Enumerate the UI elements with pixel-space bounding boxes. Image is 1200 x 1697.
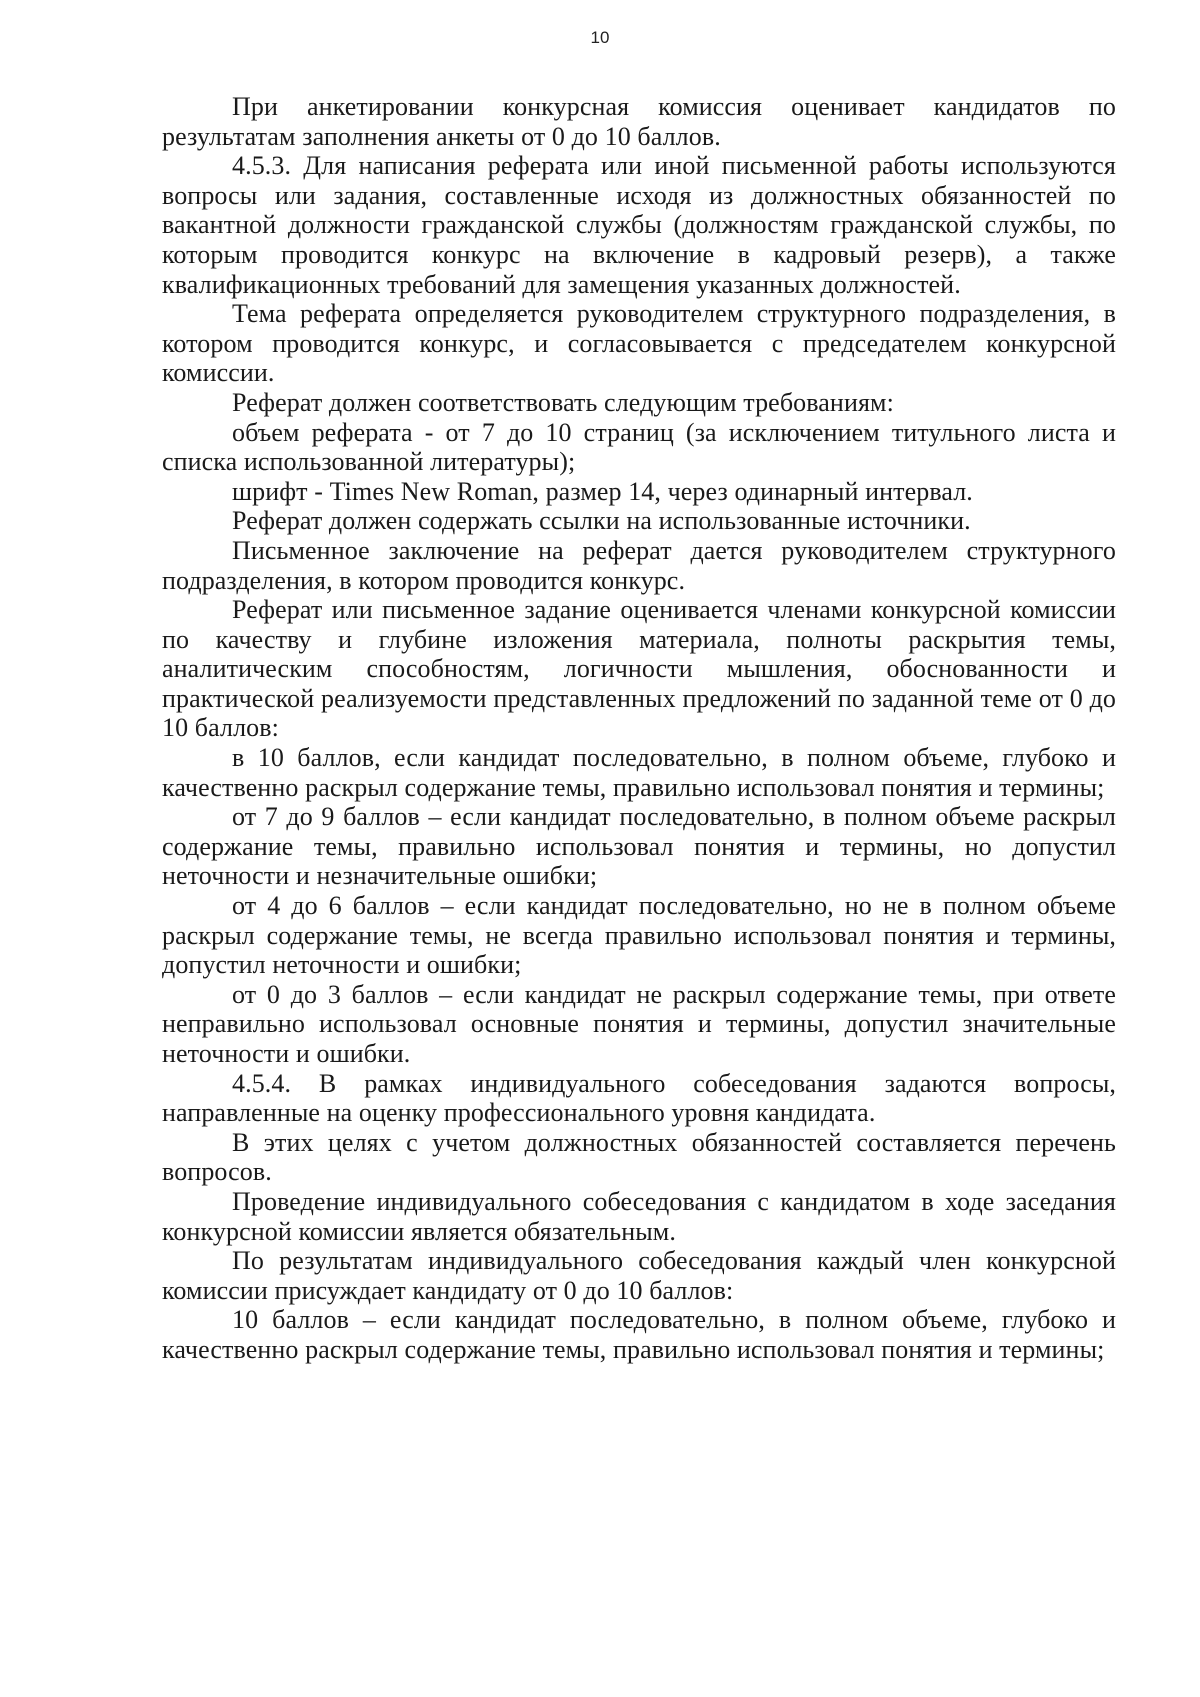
paragraph: При анкетировании конкурсная комиссия оценивает кандидатов по результатам заполнения анкеты от 0 до 10 баллов. [162, 92, 1116, 151]
page-number: 10 [590, 28, 610, 47]
paragraph: Реферат должен содержать ссылки на использованные источники. [232, 506, 971, 536]
paragraph: от 7 до 9 баллов – если кандидат последовательно, в полном объеме раскрыл содержание темы, правильно использовал понятия и термины, но допустил неточности и незначительные ошибки; [162, 802, 1116, 891]
paragraph: в 10 баллов, если кандидат последовательно, в полном объеме, глубоко и качественно раскрыл содержание темы, правильно использовал понятия и термины; [162, 743, 1116, 802]
paragraph: 4.5.3. Для написания реферата или иной письменной работы используются вопросы или задания, составленные исходя из должностных обязанностей по вакантной должности гражданской службы (должностям гражданской службы, по которым проводится конкурс на включение в кадровый резерв), а также квалификационных требований для замещения указанных должностей. [162, 151, 1116, 299]
paragraph: По результатам индивидуального собеседования каждый член конкурсной комиссии присуждает кандидату от 0 до 10 баллов: [162, 1246, 1116, 1305]
paragraph: от 4 до 6 баллов – если кандидат последовательно, но не в полном объеме раскрыл содержание темы, не всегда правильно использовал понятия и термины, допустил неточности и ошибки; [162, 891, 1116, 980]
paragraph: шрифт - Times New Roman, размер 14, через одинарный интервал. [232, 476, 973, 506]
paragraph: Реферат должен соответствовать следующим требованиям: [232, 387, 894, 417]
paragraph: 10 баллов – если кандидат последовательно, в полном объеме, глубоко и качественно раскрыл содержание темы, правильно использовал понятия и термины; [162, 1305, 1116, 1364]
paragraph: от 0 до 3 баллов – если кандидат не раскрыл содержание темы, при ответе неправильно использовал основные понятия и термины, допустил значительные неточности и ошибки. [162, 979, 1116, 1068]
paragraph: Тема реферата определяется руководителем структурного подразделения, в котором проводится конкурс, и согласовывается с председателем конкурсной комиссии. [162, 299, 1116, 388]
paragraph: Реферат или письменное задание оценивается членами конкурсной комиссии по качеству и глубине изложения материала, полноты раскрытия темы, аналитическим способностям, логичности мышления, обоснованности и практической реализуемости представленных предложений по заданной теме от 0 до 10 баллов: [162, 595, 1116, 743]
paragraph: 4.5.4. В рамках индивидуального собеседования задаются вопросы, направленные на оценку профессионального уровня кандидата. [162, 1068, 1116, 1128]
paragraph: объем реферата - от 7 до 10 страниц (за исключением титульного листа и списка использованной литературы); [162, 417, 1116, 477]
paragraph: В этих целях с учетом должностных обязанностей составляется перечень вопросов. [162, 1127, 1116, 1187]
body-text [162, 92, 1116, 1365]
paragraph: Письменное заключение на реферат дается руководителем структурного подразделения, в котором проводится конкурс. [162, 535, 1116, 595]
paragraph: Проведение индивидуального собеседования с кандидатом в ходе заседания конкурсной комиссии является обязательным. [162, 1186, 1116, 1246]
